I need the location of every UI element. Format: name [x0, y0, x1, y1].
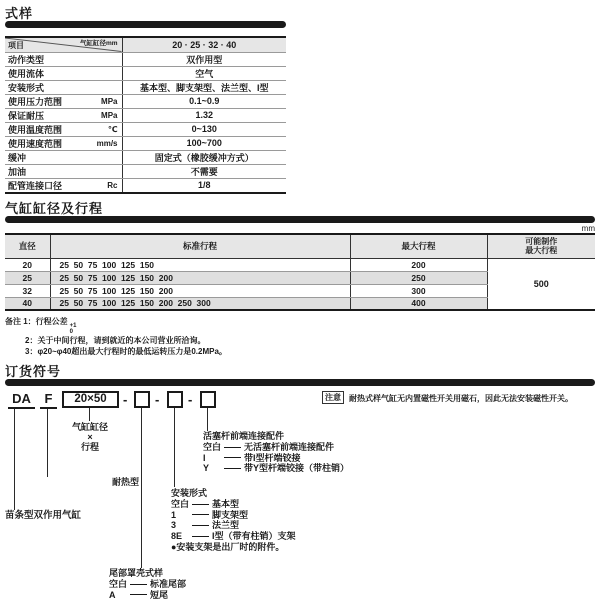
stroke-section-bar [5, 216, 595, 223]
notice-badge: 注意 [322, 391, 344, 404]
mounting-item: 8E I型（带有柱销）支架 [171, 531, 296, 542]
code-dash: - [123, 392, 128, 407]
leader-line-bore-stroke [89, 408, 90, 421]
standard-strokes: 25 50 75 100 125 150 [50, 258, 350, 271]
spec-row [5, 164, 286, 178]
rod-end-item: 空白 无活塞杆前端连接配件 [203, 441, 335, 452]
spec-table [5, 36, 286, 194]
spec-row [5, 150, 286, 164]
bore-stroke-label: 气缸缸径 × 行程 [71, 422, 108, 452]
col-max-stroke: 最大行程 [350, 234, 487, 258]
code-size-box: 20×50 [62, 391, 119, 408]
tail-item: 空白 标准尾部 [109, 578, 187, 589]
rod-end-block [203, 431, 349, 474]
rod-end-item: I 带I型杆端铰接 [203, 452, 301, 463]
spec-header-item-label: 项目 [8, 40, 24, 50]
note-3: 3：φ20~φ40超出最大行程时的最低运转压力是0.2MPa。 [25, 347, 227, 356]
spec-header-bores: 20 · 25 · 32 · 40 [122, 37, 286, 52]
spec-label: 使用速度范围 [8, 138, 63, 149]
leader-line-rod-end [207, 408, 208, 431]
spec-value: 空气 [122, 66, 286, 80]
spec-value: 0.1~0.9 [122, 94, 286, 108]
col-possible-max: 可能制作 最大行程 [487, 234, 595, 258]
max-stroke: 300 [350, 284, 487, 297]
spec-header-bore-label: 气缸缸径mm [79, 40, 118, 47]
tail-title: 尾部罩壳式样 [109, 568, 164, 578]
spec-label: 保证耐压 [8, 110, 45, 121]
mounting-item: 3 法兰型 [171, 520, 240, 531]
spec-label: 使用压力范围 [8, 96, 63, 107]
ordering-section-bar [5, 379, 595, 386]
leader-line-tail [141, 408, 142, 568]
spec-row [5, 94, 286, 108]
spec-label: 缓冲 [8, 152, 27, 163]
max-stroke: 250 [350, 271, 487, 284]
spec-header-item-cell [5, 37, 122, 52]
spec-value: 固定式（橡胶缓冲方式） [122, 150, 286, 164]
spec-label: 使用流体 [8, 68, 45, 79]
leader-line-series [14, 409, 15, 510]
code-series: DA [8, 391, 35, 409]
spec-section-title: 式样 [5, 6, 34, 21]
spec-row [5, 108, 286, 122]
leader-line-heat [47, 409, 48, 477]
max-stroke: 200 [350, 258, 487, 271]
spec-row [5, 52, 286, 66]
mounting-block [171, 488, 296, 553]
tail-item: A 短尾 [109, 589, 169, 600]
col-bore: 直径 [5, 234, 50, 258]
note-1: 备注 1：行程公差 +1 0 [5, 317, 77, 335]
tolerance-stack: +1 0 [69, 323, 77, 335]
notice-text: 耐热式样气缸无内置磁性开关用磁石，因此无法安装磁性开关。 [349, 394, 573, 403]
bore-value: 20 [5, 258, 50, 271]
code-rod-end-box [200, 391, 216, 408]
code-dash: - [155, 392, 160, 407]
spec-label: 安装形式 [8, 82, 45, 93]
spec-row [5, 122, 286, 136]
spec-unit: mm/s [96, 138, 118, 148]
spec-value: 双作用型 [122, 52, 286, 66]
standard-strokes: 25 50 75 100 125 150 200 250 300 [50, 297, 350, 310]
ordering-section-title: 订货符号 [5, 364, 62, 379]
spec-section-bar [5, 21, 286, 28]
standard-strokes: 25 50 75 100 125 150 200 [50, 284, 350, 297]
spec-row [5, 178, 286, 193]
spec-label: 使用温度范围 [8, 124, 63, 135]
stroke-row [5, 258, 595, 271]
spec-unit: Rc [107, 180, 118, 190]
spec-header-row [5, 37, 286, 52]
spec-row [5, 80, 286, 94]
code-tail-box [134, 391, 150, 408]
standard-strokes: 25 50 75 100 125 150 200 [50, 271, 350, 284]
spec-value: 1/8 [197, 180, 211, 190]
stroke-section-title: 气缸缸径及行程 [5, 201, 104, 216]
leader-line-mounting [174, 408, 175, 487]
bore-value: 25 [5, 271, 50, 284]
spec-unit: MPa [101, 110, 118, 120]
possible-max-value: 500 [487, 258, 595, 310]
spec-value: 0~130 [122, 122, 286, 136]
spec-row [5, 136, 286, 150]
mounting-item: 1 脚支架型 [171, 509, 249, 520]
code-heat-type: F [40, 391, 57, 409]
code-dash: - [188, 392, 193, 407]
spec-value: 100~700 [122, 136, 286, 150]
spec-value: 不需要 [122, 164, 286, 178]
col-standard-stroke: 标准行程 [50, 234, 350, 258]
unit-note: mm [581, 224, 595, 233]
spec-unit: ℃ [107, 124, 118, 134]
bore-value: 40 [5, 297, 50, 310]
spec-value: 1.32 [122, 108, 286, 122]
stroke-notes [5, 316, 227, 357]
spec-row [5, 66, 286, 80]
mounting-title: 安装形式 [171, 488, 208, 498]
mounting-item: 空白 基本型 [171, 498, 240, 509]
stroke-header-row [5, 234, 595, 258]
tail-block [109, 568, 186, 600]
spec-label: 配管连接口径 [8, 180, 63, 191]
bore-value: 32 [5, 284, 50, 297]
note-2: 2：关于中间行程，请到就近的本公司营业所洽询。 [25, 336, 206, 345]
series-label: 苗条型双作用气缸 [5, 510, 82, 521]
rod-end-title: 活塞杆前端连接配件 [203, 431, 285, 441]
spec-value: 基本型、脚支架型、法兰型、I型 [122, 80, 286, 94]
max-stroke: 400 [350, 297, 487, 310]
spec-label: 动作类型 [8, 54, 45, 65]
heat-type-label: 耐热型 [112, 477, 140, 487]
spec-label: 加油 [8, 166, 27, 177]
code-mounting-box [167, 391, 183, 408]
spec-unit: MPa [101, 96, 118, 106]
mounting-note: ●安装支架是出厂时的附件。 [171, 541, 285, 552]
rod-end-item: Y 带Y型杆端铰接（带柱销） [203, 463, 350, 474]
stroke-table [5, 233, 595, 311]
